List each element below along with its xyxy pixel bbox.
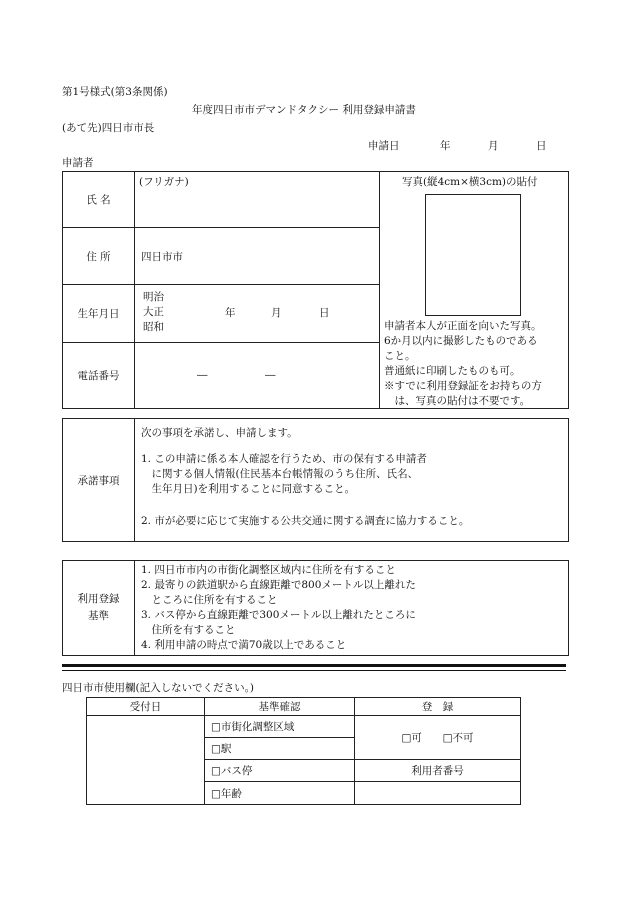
received-date-cell[interactable] — [87, 716, 205, 805]
photo-note: ※すでに利用登録証をお持ちの方 — [384, 380, 542, 392]
address-value: 四日市市 — [141, 250, 183, 263]
separator-line-bottom — [62, 670, 566, 671]
consent-line: 1. この申請に係る本人確認を行うため、市の保有する申請者 — [141, 453, 427, 465]
check-age[interactable] — [205, 782, 355, 805]
criteria-line: 住所を有すること — [141, 624, 236, 636]
era-list — [143, 290, 164, 335]
check-option[interactable]: □バス停 — [211, 765, 253, 777]
birth-input-cell[interactable] — [135, 285, 380, 343]
photo-note: 6か月以内に撮影したものである — [384, 335, 538, 347]
criteria-label-cell — [63, 561, 135, 656]
name-label-cell — [63, 172, 135, 228]
consent-label-cell — [63, 419, 135, 542]
criteria-line: 1. 四日市市内の市街化調整区域内に住所を有すること — [141, 564, 396, 576]
criteria-table — [62, 560, 569, 656]
received-header: 受付日 — [129, 701, 162, 713]
application-date-month: 月 — [488, 140, 499, 152]
criteria-line: ところに住所を有すること — [141, 594, 278, 606]
consent-item-1 — [141, 452, 427, 497]
address-input-cell[interactable] — [135, 228, 380, 285]
register-header: 登 録 — [421, 701, 454, 713]
user-number-label: 利用者番号 — [411, 765, 464, 777]
furigana-label: (フリガナ) — [139, 176, 189, 188]
application-date-label: 申請日 — [368, 140, 400, 152]
consent-label: 承諾事項 — [77, 474, 120, 487]
separator-line-top — [62, 664, 566, 667]
criteria-list — [141, 563, 416, 653]
page-title: 年度四日市市デマンドタクシー 利用登録申請書 — [192, 104, 416, 116]
phone-label-cell — [63, 343, 135, 409]
criteria-label-line2: 基準 — [88, 610, 109, 622]
phone-input-cell[interactable] — [135, 343, 380, 409]
office-header-check — [205, 698, 355, 716]
photo-note: 普通紙に印刷したものも可。 — [384, 365, 521, 377]
birth-label-cell — [63, 285, 135, 343]
birth-year: 年 — [225, 307, 236, 319]
office-header-received — [87, 698, 205, 716]
applicant-label: 申請者 — [62, 157, 94, 169]
birth-month: 月 — [271, 307, 282, 319]
photo-note: 申請者本人が正面を向いた写真。 — [384, 320, 542, 332]
form-number: 第1号様式(第3条関係) — [62, 86, 168, 98]
user-number-label-cell — [355, 760, 521, 782]
check-station[interactable] — [205, 738, 355, 760]
user-number-input-cell[interactable] — [355, 782, 521, 805]
approve-checkbox[interactable]: □可 — [401, 732, 422, 744]
consent-line: 生年月日)を利用することに同意すること。 — [141, 483, 356, 495]
photo-frame[interactable] — [425, 194, 521, 316]
reject-checkbox[interactable]: □不可 — [442, 732, 474, 744]
name-input-cell[interactable] — [135, 172, 380, 228]
photo-header: 写真(縦4cm×横3cm)の貼付 — [402, 176, 538, 188]
address-label-cell — [63, 228, 135, 285]
consent-intro: 次の事項を承諾し、申請します。 — [141, 427, 298, 439]
phone-dash-1: ― — [197, 369, 208, 381]
photo-note: は、写真の貼付は不要です。 — [384, 395, 531, 407]
consent-item-2: 2. 市が必要に応じて実施する公共交通に関する調査に協力すること。 — [141, 515, 470, 527]
check-area[interactable] — [205, 716, 355, 738]
consent-content-cell — [135, 419, 569, 542]
criteria-content-cell — [135, 561, 569, 656]
check-option[interactable]: □年齢 — [211, 787, 242, 800]
photo-cell[interactable] — [380, 172, 569, 409]
check-option[interactable]: □市街化調整区域 — [211, 721, 295, 733]
era-option[interactable]: 昭和 — [143, 321, 164, 333]
office-header-register — [355, 698, 521, 716]
address-label: 住 所 — [86, 250, 111, 263]
criteria-label-line1: 利用登録 — [77, 593, 120, 605]
criteria-line: 4. 利用申請の時点で満70歳以上であること — [141, 639, 347, 651]
check-header: 基準確認 — [258, 701, 301, 713]
phone-label: 電話番号 — [77, 370, 120, 382]
photo-notes — [384, 319, 542, 409]
check-bus-stop[interactable] — [205, 760, 355, 782]
consent-line: に関する個人情報(住民基本台帳情報のうち住所、氏名、 — [141, 468, 419, 480]
check-option[interactable]: □駅 — [211, 743, 232, 755]
birth-label: 生年月日 — [77, 308, 120, 320]
criteria-line: 3. バス停から直線距離で300メートル以上離れたところに — [141, 609, 416, 621]
office-table — [86, 697, 521, 805]
era-option[interactable]: 大正 — [143, 306, 164, 318]
birth-day: 日 — [319, 307, 330, 319]
application-date-day: 日 — [536, 140, 547, 152]
criteria-line: 2. 最寄りの鉄道駅から直線距離で800メートル以上離れた — [141, 579, 416, 591]
approval-cell[interactable] — [355, 716, 521, 760]
name-label: 氏 名 — [86, 194, 111, 206]
application-date-year: 年 — [440, 140, 451, 152]
office-caption: 四日市市使用欄(記入しないでください。) — [62, 682, 254, 694]
applicant-table — [62, 171, 569, 409]
phone-dash-2: ― — [265, 369, 276, 381]
consent-table — [62, 418, 569, 542]
addressee: (あて先)四日市市長 — [62, 122, 155, 134]
era-option[interactable]: 明治 — [143, 291, 164, 303]
photo-note: こと。 — [384, 350, 416, 362]
